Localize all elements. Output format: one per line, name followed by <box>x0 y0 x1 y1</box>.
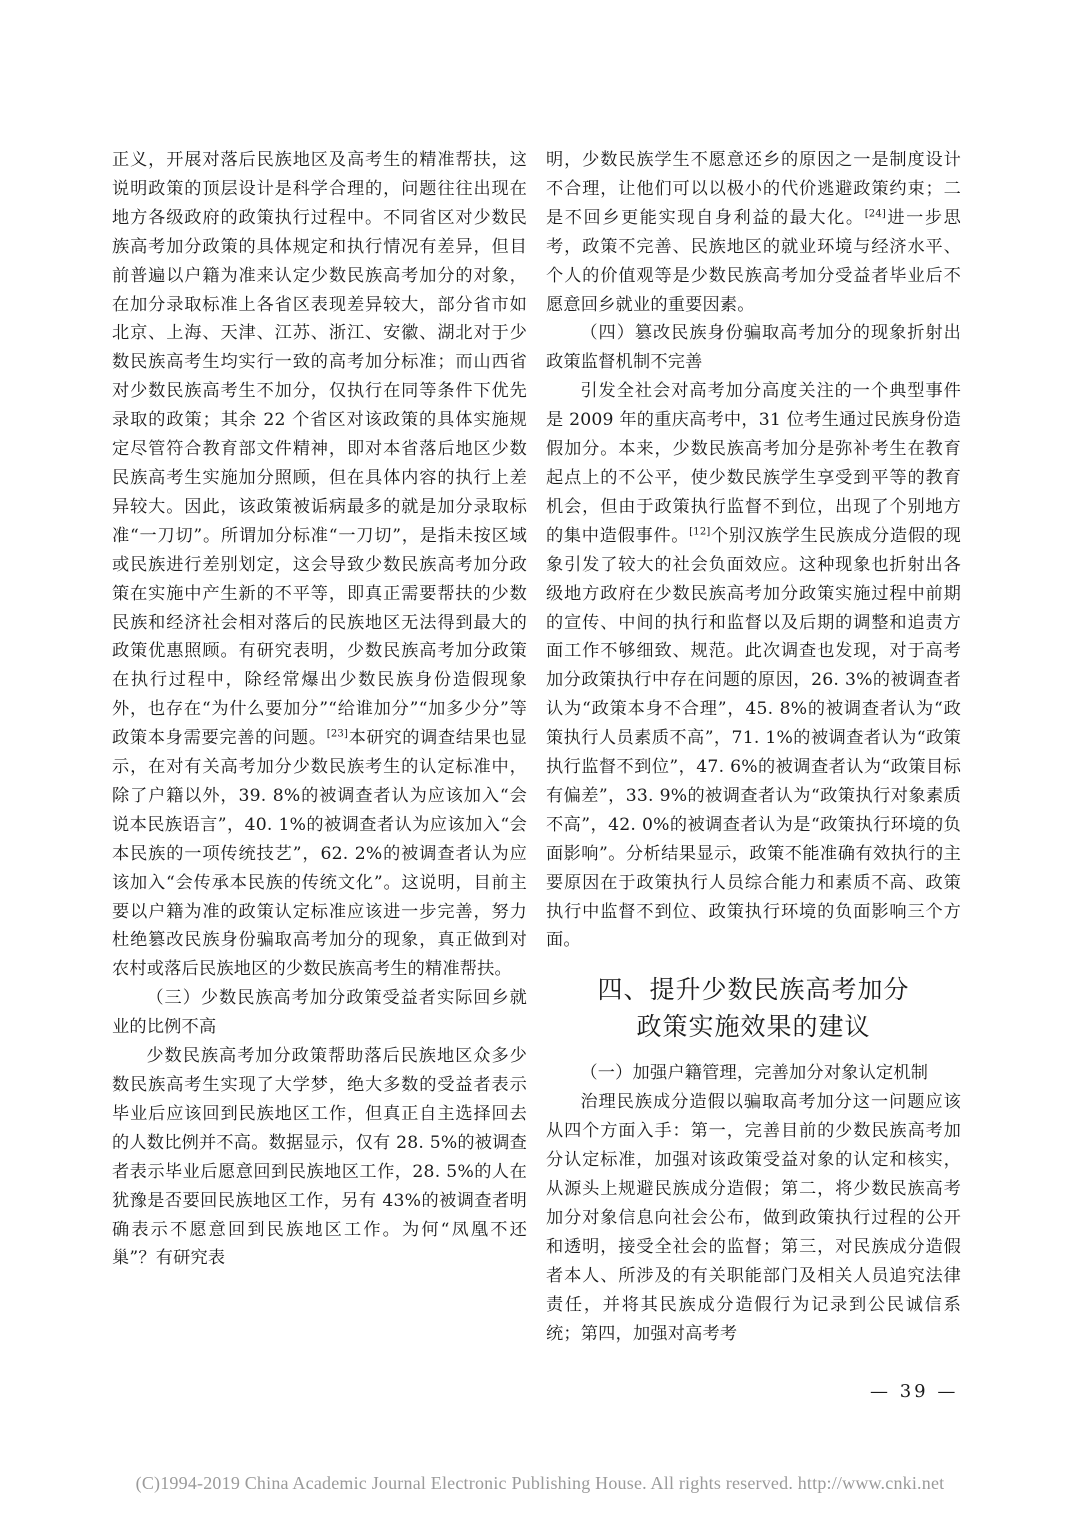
body-paragraph: 治理民族成分造假以骗取高考加分这一问题应该从四个方面入手：第一，完善目前的少数民族高考加分认定标准，加强对该政策受益对象的认定和核实，从源头上规避民族成分造假；第二，将少数民族高考加分对象信息向社会公布，做到政策执行过程的公开和透明，接受全社会的监督；第三，对民族成分造假者本人、所涉及的有关职能部门及相关人员追究法律责任，并将其民族成分造假行为记录到公民诚信系统；第四，加强对高考考 <box>546 1092 961 1344</box>
citation-ref: [12] <box>689 526 711 538</box>
section-title <box>546 971 961 1045</box>
paragraph-text: 个别汉族学生民族成分造假的现象引发了较大的社会负面效应。这种现象也折射出各级地方政府在少数民族高考加分政策实施过程中前期的宣传、中间的执行和监督以及后期的调整和追责方面工作不够细致、规范。此次调查也发现，对于高考加分政策执行中存在问题的原因，26. 3%的被调查者认为“政策本身不合理”，45. 8%的被调查者认为“政策执行人员素质不高”，71. 1%的被调查者认为“政策执行监督不到位”，47. 6%的被调查者认为“政策目标有偏差”，33. 9%的被调查者认为“政策执行对象素质不高”，42. 0%的被调查者认为是“政策执行环境的负面影响”。分析结果显示，政策不能准确有效执行的主要原因在于政策执行人员综合能力和素质不高、政策执行中监督不到位、政策执行环境的负面影响三个方面。 <box>546 525 961 951</box>
section-title-line-1: 四、提升少数民族高考加分 <box>597 975 910 1005</box>
citation-ref: [24] <box>864 208 887 220</box>
body-paragraph <box>546 146 961 319</box>
body-paragraph <box>546 377 961 955</box>
paragraph-text: 正义，开展对落后民族地区及高考生的精准帮扶，这说明政策的顶层设计是科学合理的，问题往往出现在地方各级政府的政策执行过程中。不同省区对少数民族高考加分政策的具体规定和执行情况有差异，但目前普遍以户籍为准来认定少数民族高考加分的对象，在加分录取标准上各省区表现差异较大，部分省市如北京、上海、天津、江苏、浙江、安徽、湖北对于少数民族高考生均实行一致的高考加分标准；而山西省对少数民族高考生不加分，仅执行在同等条件下优先录取的政策；其余 22 个省区对该政策的具体实施规定尽管符合教育部文件精神，即对本省落后地区少数民族高考生实施加分照顾，但在具体内容的执行上差异较大。因此，该政策被诟病最多的就是加分录取标准“一刀切”。所谓加分标准“一刀切”，是指未按区域或民族进行差别划定，这会导致少数民族高考加分政策在实施中产生新的不平等，即真正需要帮扶的少数民族和经济社会相对落后的民族地区无法得到最大的政策优惠照顾。有研究表明，少数民族高考加分政策在执行过程中，除经常爆出少数民族身份造假现象外，也存在“为什么要加分”“给谁加分”“加多少分”等政策本身需要完善的问题。 <box>112 150 527 749</box>
paragraph-text: 明，少数民族学生不愿意还乡的原因之一是制度设计不合理，让他们可以以极小的代价逃避政策约束；二是不回乡更能实现自身利益的最大化。 <box>546 150 961 228</box>
paragraph-text: 本研究的调查结果也显示，在对有关高考加分少数民族考生的认定标准中，除了户籍以外，39. 8%的被调查者认为应该加入“会说本民族语言”，40. 1%的被调查者认为应该加入“会本民族的一项传统技艺”，62. 2%的被调查者认为应该加入“会传承本民族的传统文化”。这说明，目前主要以户籍为准的政策认定标准应该进一步完善，努力杜绝篡改民族身份骗取高考加分的现象，真正做到对农村或落后民族地区的少数民族高考生的精准帮扶。 <box>112 728 527 980</box>
subsection-heading: （四）篡改民族身份骗取高考加分的现象折射出政策监督机制不完善 <box>546 323 961 373</box>
paragraph-text: 进一步思考，政策不完善、民族地区的就业环境与经济水平、个人的价值观等是少数民族高考加分受益者毕业后不愿意回乡就业的重要因素。 <box>546 207 961 315</box>
left-column <box>112 146 527 1273</box>
citation-ref: [23] <box>326 728 349 740</box>
section-title-line-2: 政策实施效果的建议 <box>636 1012 871 1042</box>
paragraph-text: 引发全社会对高考加分高度关注的一个典型事件是 2009 年的重庆高考中，31 位考生通过民族身份造假加分。本来，少数民族高考加分是弥补考生在教育起点上的不公平，使少数民族学生享受到平等的教育机会，但由于政策执行监督不到位，出现了个别地方的集中造假事件。 <box>546 381 961 546</box>
right-column <box>546 146 961 1348</box>
page-number: — 39 — <box>870 1381 959 1402</box>
body-paragraph: 少数民族高考加分政策帮助落后民族地区众多少数民族高考生实现了大学梦，绝大多数的受益者表示毕业后应该回到民族地区工作，但真正自主选择回去的人数比例并不高。数据显示，仅有 28. 5%的被调查者表示毕业后愿意回到民族地区工作，28. 5%的人在犹豫是否要回民族地区工作，另有 43%的被调查者明确表示不愿意回到民族地区工作。为何“凤凰不还巢”？有研究表 <box>112 1046 527 1269</box>
subsection-heading: （一）加强户籍管理，完善加分对象认定机制 <box>580 1063 929 1084</box>
body-paragraph <box>112 146 527 984</box>
subsection-heading: （三）少数民族高考加分政策受益者实际回乡就业的比例不高 <box>112 988 527 1038</box>
copyright-footer: (C)1994-2019 China Academic Journal Electronic Publishing House. All rights reserved. http://www.cnki.net <box>135 1473 945 1493</box>
